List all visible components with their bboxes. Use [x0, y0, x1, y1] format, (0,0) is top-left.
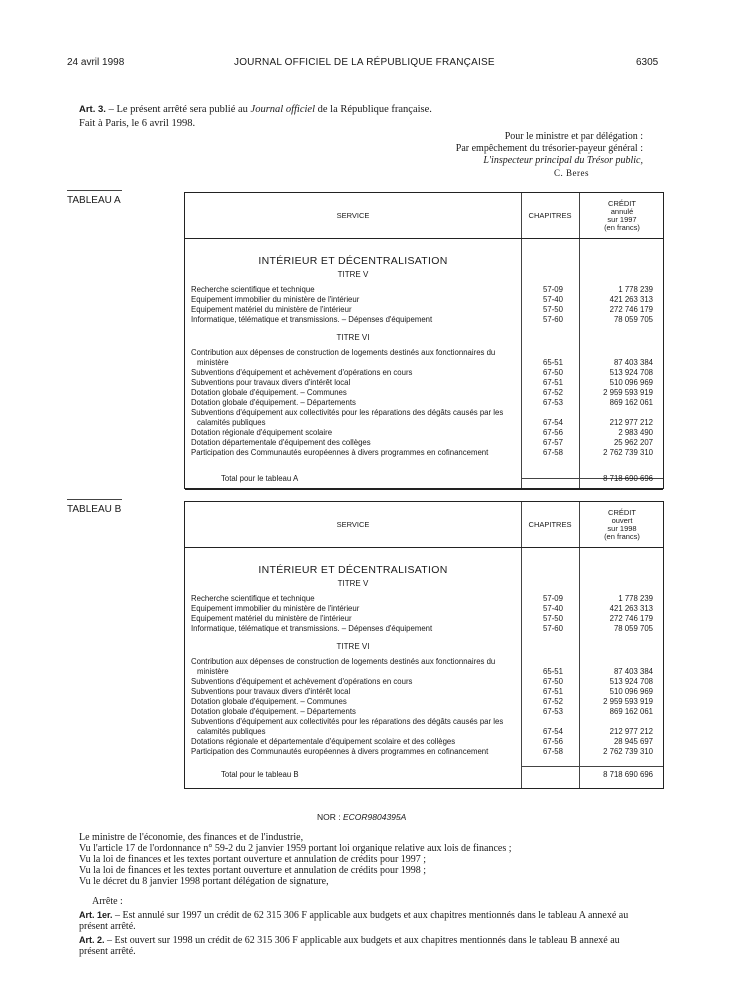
total-row: Total pour le tableau A 8 718 690 696: [221, 474, 653, 483]
table-row: Equipement immobilier du ministère de l'intérieur 57-40 421 263 313: [191, 604, 653, 613]
header-date: 24 avril 1998: [67, 57, 125, 68]
fait-a-paris: Fait à Paris, le 6 avril 1998.: [79, 118, 196, 129]
article-3-label: Art. 3.: [79, 104, 106, 115]
table-row: Recherche scientifique et technique 57-09 1 778 239: [191, 594, 653, 603]
titre-vi-heading: TITRE VI: [336, 642, 370, 651]
arrete-heading: Arrête :: [92, 896, 123, 907]
nor-reference: NOR : ECOR9804395A: [317, 812, 407, 822]
row-wrap-line: Contribution aux dépenses de construction de logements destinés aux fonctionnaires du: [191, 348, 496, 357]
table-row: Dotation départementale d'équipement des collèges 67-57 25 962 207: [191, 438, 653, 447]
article-3: Art. 3. – Le présent arrêté sera publié au Journal officiel de la République française.: [79, 104, 432, 115]
table-row: Dotation régionale d'équipement scolaire 67-56 2 983 490: [191, 428, 653, 437]
titre-v-heading: TITRE V: [337, 579, 369, 588]
row-wrap-line: Subventions d'équipement aux collectivités pour les réparations des dégâts causés par les: [191, 408, 504, 417]
titre-v-heading: TITRE V: [337, 270, 369, 279]
table-row: Dotation globale d'équipement. – Départements 67-53 869 162 061: [191, 398, 653, 407]
table-row: Subventions pour travaux divers d'intérêt local 67-51 510 096 969: [191, 378, 653, 387]
signatory-name: C. Beres: [554, 168, 589, 178]
tableau-a-rule: [67, 190, 122, 191]
col-header-credit: CRÉDIT annulé sur 1997 (en francs): [604, 199, 640, 232]
signature-block: Pour le ministre et par délégation : Par empêchement du trésorier-payeur général : L'inspecteur principal du Trésor public, C. Beres: [455, 131, 643, 178]
table-row: Participation des Communautés européennes à divers programmes en cofinancement 67-58 2 762 739 310: [191, 747, 653, 756]
table-row: calamités publiques 67-54 212 977 212: [197, 418, 653, 427]
section-title: INTÉRIEUR ET DÉCENTRALISATION: [258, 255, 448, 267]
table-row: Informatique, télématique et transmissions. – Dépenses d'équipement 57-60 78 059 705: [191, 315, 653, 324]
table-row: calamités publiques 67-54 212 977 212: [197, 727, 653, 736]
col-header-credit: CRÉDIT ouvert sur 1998 (en francs): [604, 508, 640, 541]
table-row: ministère 65-51 87 403 384: [197, 358, 653, 367]
table-row: Equipement matériel du ministère de l'intérieur 57-50 272 746 179: [191, 614, 653, 623]
tableau-b-table: [184, 501, 664, 789]
section-title: INTÉRIEUR ET DÉCENTRALISATION: [258, 564, 448, 576]
header-journal-title: JOURNAL OFFICIEL DE LA RÉPUBLIQUE FRANÇAISE: [234, 57, 495, 68]
tableau-b-label: TABLEAU B: [67, 504, 122, 515]
table-row: Subventions d'équipement et achèvement d'opérations en cours 67-50 513 924 708: [191, 677, 653, 686]
row-wrap-line: Contribution aux dépenses de construction de logements destinés aux fonctionnaires du: [191, 657, 496, 666]
table-row: Dotation globale d'équipement. – Communes 67-52 2 959 593 919: [191, 697, 653, 706]
tableau-a-table: [184, 192, 664, 489]
col-header-chapitres: CHAPITRES: [528, 520, 572, 529]
table-row: Recherche scientifique et technique 57-09 1 778 239: [191, 285, 653, 294]
table-row: Equipement matériel du ministère de l'intérieur 57-50 272 746 179: [191, 305, 653, 314]
total-row: Total pour le tableau B 8 718 690 696: [221, 770, 653, 779]
table-row: Informatique, télématique et transmissions. – Dépenses d'équipement 57-60 78 059 705: [191, 624, 653, 633]
table-row: ministère 65-51 87 403 384: [197, 667, 653, 676]
table-row: Dotation globale d'équipement. – Départements 67-53 869 162 061: [191, 707, 653, 716]
table-row: Subventions pour travaux divers d'intérêt local 67-51 510 096 969: [191, 687, 653, 696]
tableau-a-label: TABLEAU A: [67, 195, 121, 206]
table-row: Dotations régionale et départementale d'équipement scolaire et des collèges 67-56 28 945 697: [191, 737, 653, 746]
header-page-number: 6305: [636, 57, 659, 68]
col-header-service: SERVICE: [336, 211, 370, 220]
table-row: Subventions d'équipement et achèvement d'opérations en cours 67-50 513 924 708: [191, 368, 653, 377]
article-2: Art. 2. – Est ouvert sur 1998 un crédit de 62 315 306 F applicable aux budgets et aux chapitres mentionnés dans le tableau B annexé au présent arrêté.: [79, 935, 620, 957]
table-row: Dotation globale d'équipement. – Communes 67-52 2 959 593 919: [191, 388, 653, 397]
col-header-chapitres: CHAPITRES: [528, 211, 572, 220]
decree-preamble: Le ministre de l'économie, des finances et de l'industrie, Vu l'article 17 de l'ordonnance n° 59-2 du 2 janvier 1959 portant loi organique relative aux lois de finances ; Vu la loi de finances et les textes portant ouverture et annulation de crédits pour 1997 ; Vu la loi de finances et les textes portant ouverture et annulation de crédits pour 1998 ; Vu le décret du 8 janvier 1998 portant délégation de signature,: [79, 832, 512, 887]
row-wrap-line: Subventions d'équipement aux collectivités pour les réparations des dégâts causés par les: [191, 717, 504, 726]
table-row: Equipement immobilier du ministère de l'intérieur 57-40 421 263 313: [191, 295, 653, 304]
article-1: Art. 1er. – Est annulé sur 1997 un crédit de 62 315 306 F applicable aux budgets et aux chapitres mentionnés dans le tableau A annexé au présent arrêté.: [79, 910, 629, 932]
tableau-b-rule: [67, 499, 122, 500]
titre-vi-heading: TITRE VI: [336, 333, 370, 342]
col-header-service: SERVICE: [336, 520, 370, 529]
table-row: Participation des Communautés européennes à divers programmes en cofinancement 67-58 2 762 739 310: [191, 448, 653, 457]
